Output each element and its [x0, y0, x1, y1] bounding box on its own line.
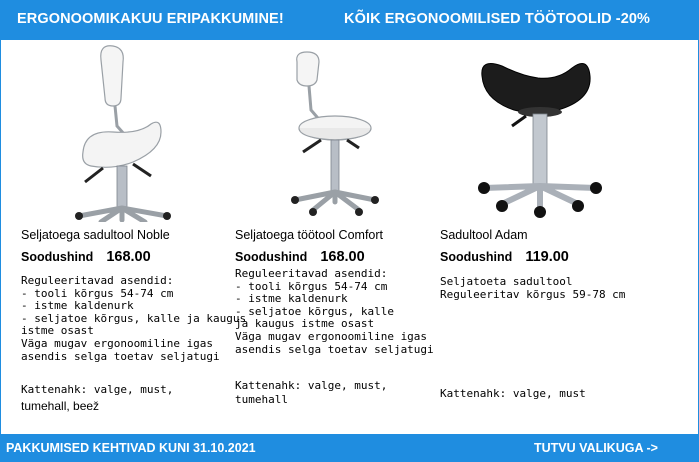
upholstery-colors [21, 383, 173, 413]
description-line: Reguleeritavad asendid: [235, 267, 388, 280]
promo-footer [0, 434, 699, 462]
description-line: ja kaugus istme osast [235, 317, 375, 331]
price-value: 119.00 [525, 249, 569, 265]
promo-header [0, 0, 699, 40]
description-line: istme osast [21, 324, 94, 338]
price-label: Soodushind [440, 250, 513, 264]
description-line: Reguleeritav kõrgus 59-78 cm [440, 287, 626, 301]
white-saddle-chair-with-backrest-icon [21, 40, 221, 222]
description-line: - istme kaldenurk [235, 292, 348, 306]
white-work-stool-with-backrest-icon [235, 40, 435, 222]
price-row [21, 246, 151, 265]
description-line: Väga mugav ergonoomiline igas [235, 329, 428, 343]
browse-selection-link[interactable]: TUTVU VALIKUGA -> [534, 441, 658, 455]
description-line: Väga mugav ergonoomiline igas [21, 336, 214, 350]
black-saddle-stool-icon [440, 40, 640, 222]
header-left-text: ERGONOOMIKAKUU ERIPAKKUMINE! [17, 11, 284, 27]
colors-line: tumehall, beež [21, 399, 100, 413]
price-label: Soodushind [235, 250, 308, 264]
colors-line: Kattenahk: valge, must, [21, 383, 174, 396]
price-label: Soodushind [21, 250, 94, 264]
description-line: - istme kaldenurk [21, 299, 134, 313]
product-description [440, 276, 625, 301]
upholstery-colors [440, 387, 586, 401]
product-name[interactable]: Seljatoega töötool Comfort [235, 228, 384, 242]
product-description [21, 275, 246, 363]
header-right-text: KÕIK ERGONOOMILISED TÖÖTOOLID -20% [344, 11, 651, 27]
product-name[interactable]: Seljatoega sadultool Noble [21, 228, 170, 242]
product-description [235, 268, 434, 356]
description-line: - seljatoe kõrgus, kalle [235, 304, 394, 318]
price-value: 168.00 [320, 249, 365, 265]
offer-validity-text: PAKKUMISED KEHTIVAD KUNI 31.10.2021 [6, 441, 256, 455]
product-name[interactable]: Sadultool Adam [440, 228, 528, 242]
upholstery-colors [235, 379, 387, 407]
description-line: asendis selga toetav seljatugi [21, 349, 220, 363]
description-line: asendis selga toetav seljatugi [235, 342, 434, 356]
price-value: 168.00 [106, 249, 151, 265]
description-line: - seljatoe kõrgus, kalle ja kaugus [21, 311, 247, 325]
colors-line: Kattenahk: valge, must [440, 387, 586, 400]
description-line: - tooli kõrgus 54-74 cm [235, 279, 388, 293]
price-row [440, 246, 569, 265]
description-line: Reguleeritavad asendid: [21, 274, 174, 287]
price-row [235, 246, 365, 265]
description-line: - tooli kõrgus 54-74 cm [21, 286, 174, 300]
colors-line: Kattenahk: valge, must, [235, 379, 388, 392]
colors-line: tumehall [235, 393, 288, 406]
description-line: Seljatoeta sadultool [440, 275, 573, 288]
